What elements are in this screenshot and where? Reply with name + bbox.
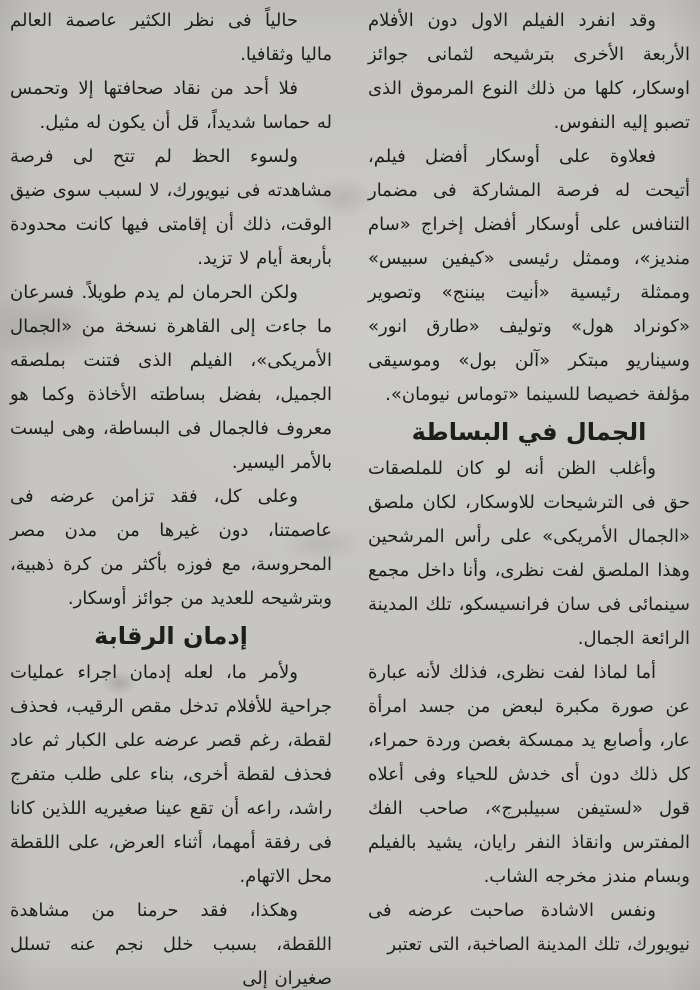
paragraph: حالياً فى نظر الكثير عاصمة العالم ماليا وثقافيا. bbox=[10, 10, 332, 65]
paragraph: فعلاوة على أوسكار أفضل فيلم، أتيحت له فرصة المشاركة فى مضمار التنافس على أوسكار أفضل إخراج «سام منديز»، وممثل رئيسى «كيفين سبيس» وممثلة رئيسية «أنيت بيننج» وتصوير «كونراد هول» وتوليف «طارق انور» وسيناريو مبتكر «آلن بول» وموسيقى مؤلفة خصيصا للسينما «توماس نيومان». bbox=[368, 146, 690, 405]
section-heading-beauty-in-simplicity: الجمال في البساطة bbox=[411, 418, 647, 446]
article-column-right bbox=[368, 4, 690, 990]
paragraph: ولسوء الحظ لم تتح لى فرصة مشاهدته فى نيويورك، لا لسبب سوى ضيق الوقت، ذلك أن إقامتى فيها كانت محدودة بأربعة أيام لا تزيد. bbox=[10, 146, 332, 269]
article-column-left bbox=[10, 4, 332, 990]
section-heading-censorship-addiction: إدمان الرقابة bbox=[94, 622, 248, 650]
paragraph: ولكن الحرمان لم يدم طويلاً. فسرعان ما جاءت إلى القاهرة نسخة من «الجمال الأمريكى»، الفيلم الذى فتنت بملصقه الجميل، بفضل بساطته الأخاذة وكما هو معروف فالجمال فى البساطة، وهى ليست بالأمر اليسير. bbox=[10, 282, 332, 473]
paragraph: وهكذا، فقد حرمنا من مشاهدة اللقطة، بسبب خلل نجم عنه تسلل صغيران إلى bbox=[10, 900, 332, 989]
paragraph: وعلى كل، فقد تزامن عرضه فى عاصمتنا، دون غيرها من مدن مصر المحروسة، مع فوزه بأكثر من كرة ذهبية، وبترشيحه للعديد من جوائز أوسكار. bbox=[10, 486, 332, 609]
paragraph: أما لماذا لفت نظرى، فذلك لأنه عبارة عن صورة مكبرة لبعض من جسد امرأة عار، وأصابع يد ممسكة بغصن وردة حمراء، كل ذلك دون أى خدش للحياء وفى أعلاه قول «لستيفن سبيلبرج»، صاحب الفك المفترس وانقاذ النفر رايان، يشيد بالفيلم وبسام مندز مخرجه الشاب. bbox=[368, 662, 690, 887]
paragraph: وقد انفرد الفيلم الاول دون الأفلام الأربعة الأخرى بترشيحه لثمانى جوائز اوسكار، كلها من ذلك النوع المرموق الذى تصبو إليه النفوس. bbox=[368, 10, 690, 133]
paragraph: فلا أحد من نقاد صحافتها إلا وتحمس له حماسا شديداً، قل أن يكون له مثيل. bbox=[10, 78, 332, 133]
paragraph: وأغلب الظن أنه لو كان للملصقات حق فى الترشيحات للاوسكار، لكان ملصق «الجمال الأمريكى» على رأس المرشحين وهذا الملصق لفت نظرى، وأنا داخل مجمع سينمائى فى سان فرانسيسكو، تلك المدينة الرائعة الجمال. bbox=[368, 458, 690, 649]
paragraph: ونفس الاشادة صاحبت عرضه فى نيويورك، تلك المدينة الصاخبة، التى تعتبر bbox=[368, 900, 690, 955]
paragraph: ولأمر ما، لعله إدمان اجراء عمليات جراحية للأفلام تدخل مقص الرقيب، فحذف لقطة، رغم قصر عرضه على الكبار ثم عاد فحذف لقطة أخرى، بناء على طلب متفرج راشد، راعه أن تقع عينا صغيريه اللذين كانا فى رفقة أمهما، أثناء العرض، على اللقطة محل الاتهام. bbox=[10, 662, 332, 887]
